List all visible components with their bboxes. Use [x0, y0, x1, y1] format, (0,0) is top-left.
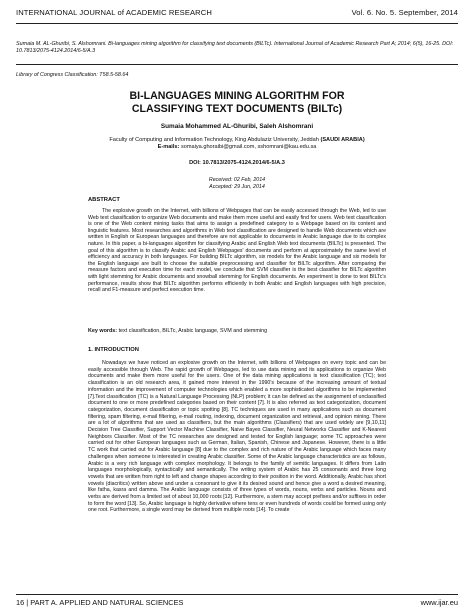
authors: Sumaia Mohammed AL-Ghuribi, Saleh Alshomrani [160, 123, 314, 130]
abstract-body: The explosive growth on the Internet, with billions of Webpages that can be easily accessed through the Web, led to use Web text classification to organize Web documents and make them more useful and easily find for users. Web text classification is one of the Web content mining tasks that aims to assign a predefined category to a Webpage based on its content and linguistic features. Most researches and algorithms in Web text classification are designed to handle Web documents which are written in English or European languages and therefore are not applicable to documents in Arabic language due to its complex nature. In this paper, a bi-languages algorithm for classifying Arabic and English Web text documents (BILTc) is presented. The goal of this algorithm is to classify Arabic and English Webpages' documents and perform at approximately the same level of efficiency and accuracy in both languages. For building BILTc algorithm, six models for the Arabic language and six models for the English language are built to choose the suitable preprocessing and classifier for BILTc algorithm. After comparing the measure factors and execution time for each model, we conclude that SVM classifier is the best classifier for BILTc algorithm with light stemming for Arabic documents and snowball stemming for English documents. An experiment is done to test BILTc's performance, results show that BILTc algorithm performs efficiently in both Arabic and English languages with high precision, recall and F1-measure and perfect execution time. [88, 208, 386, 294]
journal-name: INTERNATIONAL JOURNAL of ACADEMIC RESEARCH [16, 8, 212, 17]
page-footer [16, 598, 458, 610]
title-line: BI-LANGUAGES MINING ALGORITHM FOR [129, 90, 345, 102]
affiliation [60, 137, 414, 151]
keywords [88, 328, 386, 334]
email-label: E-mails: [157, 144, 180, 150]
title-line: CLASSIFYING TEXT DOCUMENTS (BILTc) [131, 102, 343, 115]
citation: Sumaia M. AL-Ghuribi, S. Alshomrani. Bi-languages mining algorithm for classifying text documents (BILTc). International Journal of Academic Research Part A; 2014; 6(5), 16-25. DOI: 10.7813/2075-4124.2014/6-5/A.3 [16, 41, 454, 54]
abstract-heading: ABSTRACT [88, 197, 120, 203]
email-links[interactable]: somaiya.ghoraibi@gmail.com, sshomrani@kau.edu.sa [180, 144, 317, 150]
citation-rule [16, 64, 458, 65]
received-date: Received: 02 Feb, 2014 [208, 177, 266, 183]
keywords-label: Key words: [88, 328, 118, 334]
accepted-date: Accepted: 29 Jun, 2014 [209, 184, 265, 190]
footer-rule [16, 594, 458, 595]
introduction-body: Nowadays we have noticed an explosive growth on the Internet, with billions of Webpages on every topic and can be easily accessible through Web. The rapid growth of Webpages, led to use data mining and its applications to organize Web documents and make them more useful for the users. One of the data mining applications is text classification (TC); text classification is an old research area, it gained more interest in the 1990's because of the increasing amount of textual information and the improvement of computer technologies which enabled a more sophisticated algorithms to be implemented [7].Text classification (TC) is a Natural Language Processing (NLP) problem; it can be defined as the assignment of unclassified document to one or more predefined categories based on their content [7]. It is also referred as text categorization, document categorization, document classification or topic spotting [8]. TC techniques are used in many applications such as document filtering, spam filtering, e-mail filtering, e-mail routing, indexing, document organization and retrieval, and opinion mining. There are a lot of algorithms that are used as classifiers, but the main algorithms (Classifiers) that are used widely are [9,10,11] Decision Tree Classifier, Support Vector Machine Classifier, Naive Bayes Classifier, Neural Networks Classifier and K-Nearest Neighbors Classifier. Most of the TC researches are designed and tested for English language; some TC approaches were carried out for other European languages such as German, Italian, Spanish, Chinese and Japanese. However, there is a little TC work that carried out for Arabic language [8] due to the complex and rich nature of the Arabic language which faces many challenges when someone is interested in creating Arabic classifier. Some of the Arabic language characteristics are as follows, Arabic is a very rich language with complex morphology. It belongs to the family of semitic languages. It differs from Latin languages morphologically, syntactically and semantically. The writing system of Arabic has 25 consonants and three long vowels that are written from right to left and change shapes according to their position in the word. Additionally, Arabic has short vowels (diacritics) written above and under a consonant to give it its desired sound and hence give a word a desired meaning, like fatha, kasra and damma. The Arabic language consists of three types of words, nouns, verbs and particles. Nouns and verbs are derived from a limited set of about 10,000 roots [12]. Furthermore, a stem may accept prefixes and/or suffixes in order to form the word [13]. So, Arabic language is highly derivative where tens or even hundreds of words could be formed using only one root. Furthermore, a single word may be derived from multiple roots [14]. To create [88, 360, 386, 514]
running-header [16, 8, 458, 22]
footer-page-section: 16 | PART A. APPLIED AND NATURAL SCIENCES [16, 598, 184, 607]
paper-title [40, 90, 434, 115]
doi: DOI: 10.7813/2075-4124.2014/6-5/A.3 [189, 160, 285, 166]
introduction-heading: 1. INTRODUCTION [88, 347, 139, 353]
volume-info: Vol. 6. No. 5. September, 2014 [351, 8, 458, 17]
footer-website-link[interactable]: www.ijar.eu [420, 598, 458, 607]
library-classification: Library of Congress Classification: T58.5-58.64 [16, 72, 129, 78]
header-rule [16, 23, 458, 24]
dates [16, 177, 458, 191]
affiliation-text: Faculty of Computing and Information Technology, King Abdulaziz University, Jeddah [109, 137, 319, 143]
affiliation-country: (SAUDI ARABIA) [320, 137, 365, 143]
keywords-list: text classification, BILTc, Arabic language, SVM and stemming [118, 328, 268, 334]
